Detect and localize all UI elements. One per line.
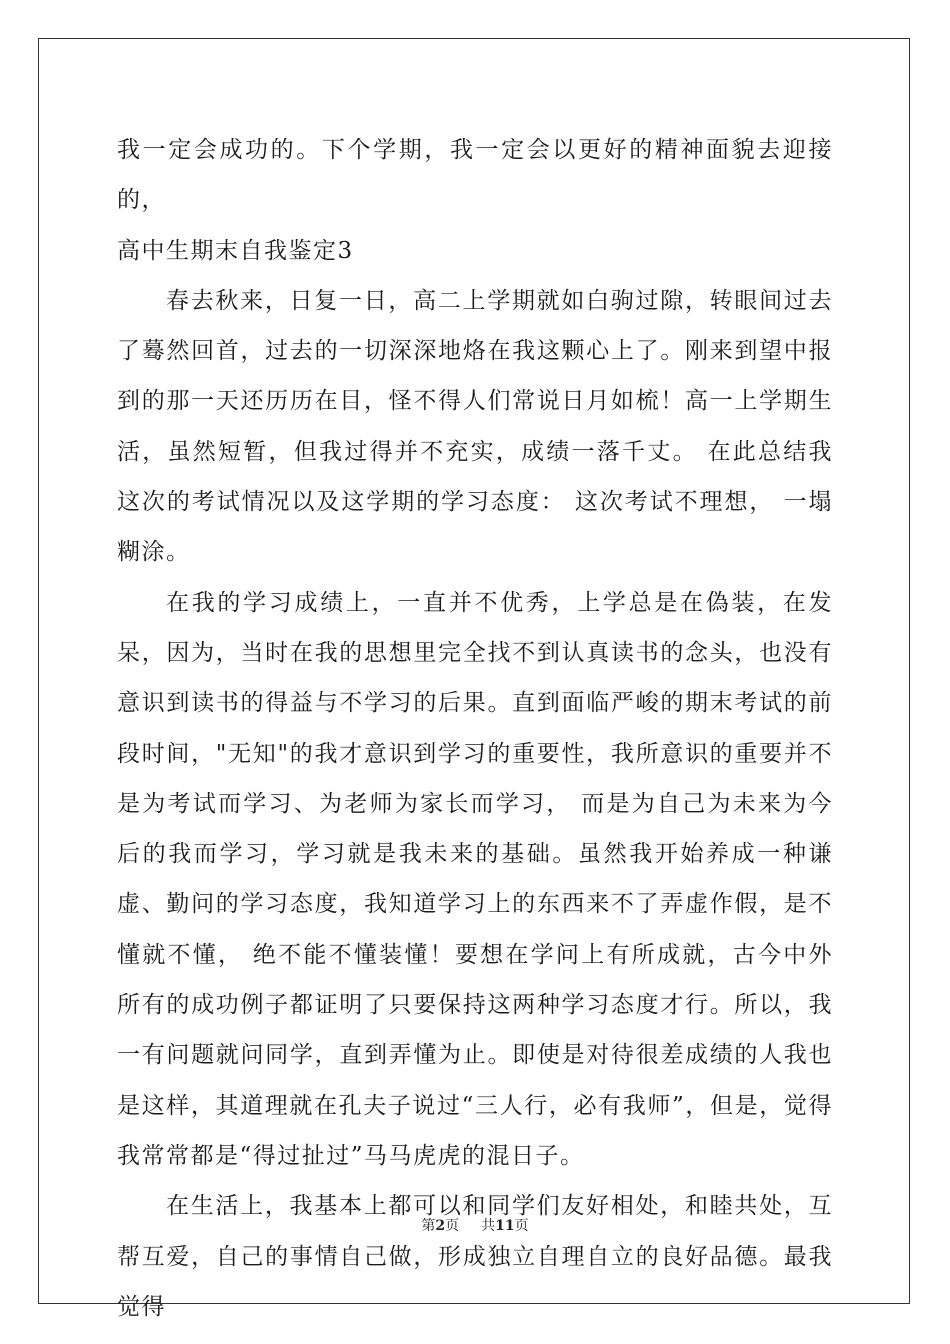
paragraph-2: 春去秋来，日复一日，高二上学期就如白驹过隙，转眼间过去了蓦然回首，过去的一切深深地烙在我这颗心上了。刚来到望中报到的那一天还历历在目，怪不得人们常说日月如梳！高一上学期生活，虽然短暂，但我过得并不充实，成绩一落千丈。 在此总结我这次的考试情况以及这学期的学习态度： 这次考试不理想， 一塌糊涂。 [117,287,833,566]
paragraph-1: 我一定会成功的。下个学期，我一定会以更好的精神面貌去迎接的， [117,137,833,214]
page-total: 共11页 [481,1218,529,1234]
document-body [117,125,833,1332]
section-heading: 高中生期末自我鉴定3 [117,237,354,264]
paragraph-4: 在生活上，我基本上都可以和同学们友好相处，和睦共处，互帮互爱，自己的事情自己做，形成独立自理自立的良好品德。最我觉得 [117,1193,833,1320]
page-footer [0,1215,950,1235]
page-number: 第2页 [421,1218,460,1234]
paragraph-3: 在我的学习成绩上，一直并不优秀，上学总是在偽装，在发呆，因为，当时在我的思想里完全找不到认真读书的念头，也没有意识到读书的得益与不学习的后果。直到面临严峻的期末考试的前段时间，"无知"的我才意识到学习的重要性，我所意识的重要并不是为考试而学习、为老师为家长而学习， 而是为自己为未来为今后的我而学习，学习就是我未来的基础。虽然我开始养成一种谦虚、勤问的学习态度，我知道学习上的东西来不了弄虚作假，是不懂就不懂， 绝不能不懂装懂！要想在学问上有所成就，古今中外所有的成功例子都证明了只要保持这两种学习态度才行。所以，我一有问题就问同学，直到弄懂为止。即使是对待很差成绩的人我也是这样，其道理就在孔夫子说过“三人行，必有我师”，但是，觉得我常常都是“得过扯过”马马虎虎的混日子。 [117,589,833,1169]
